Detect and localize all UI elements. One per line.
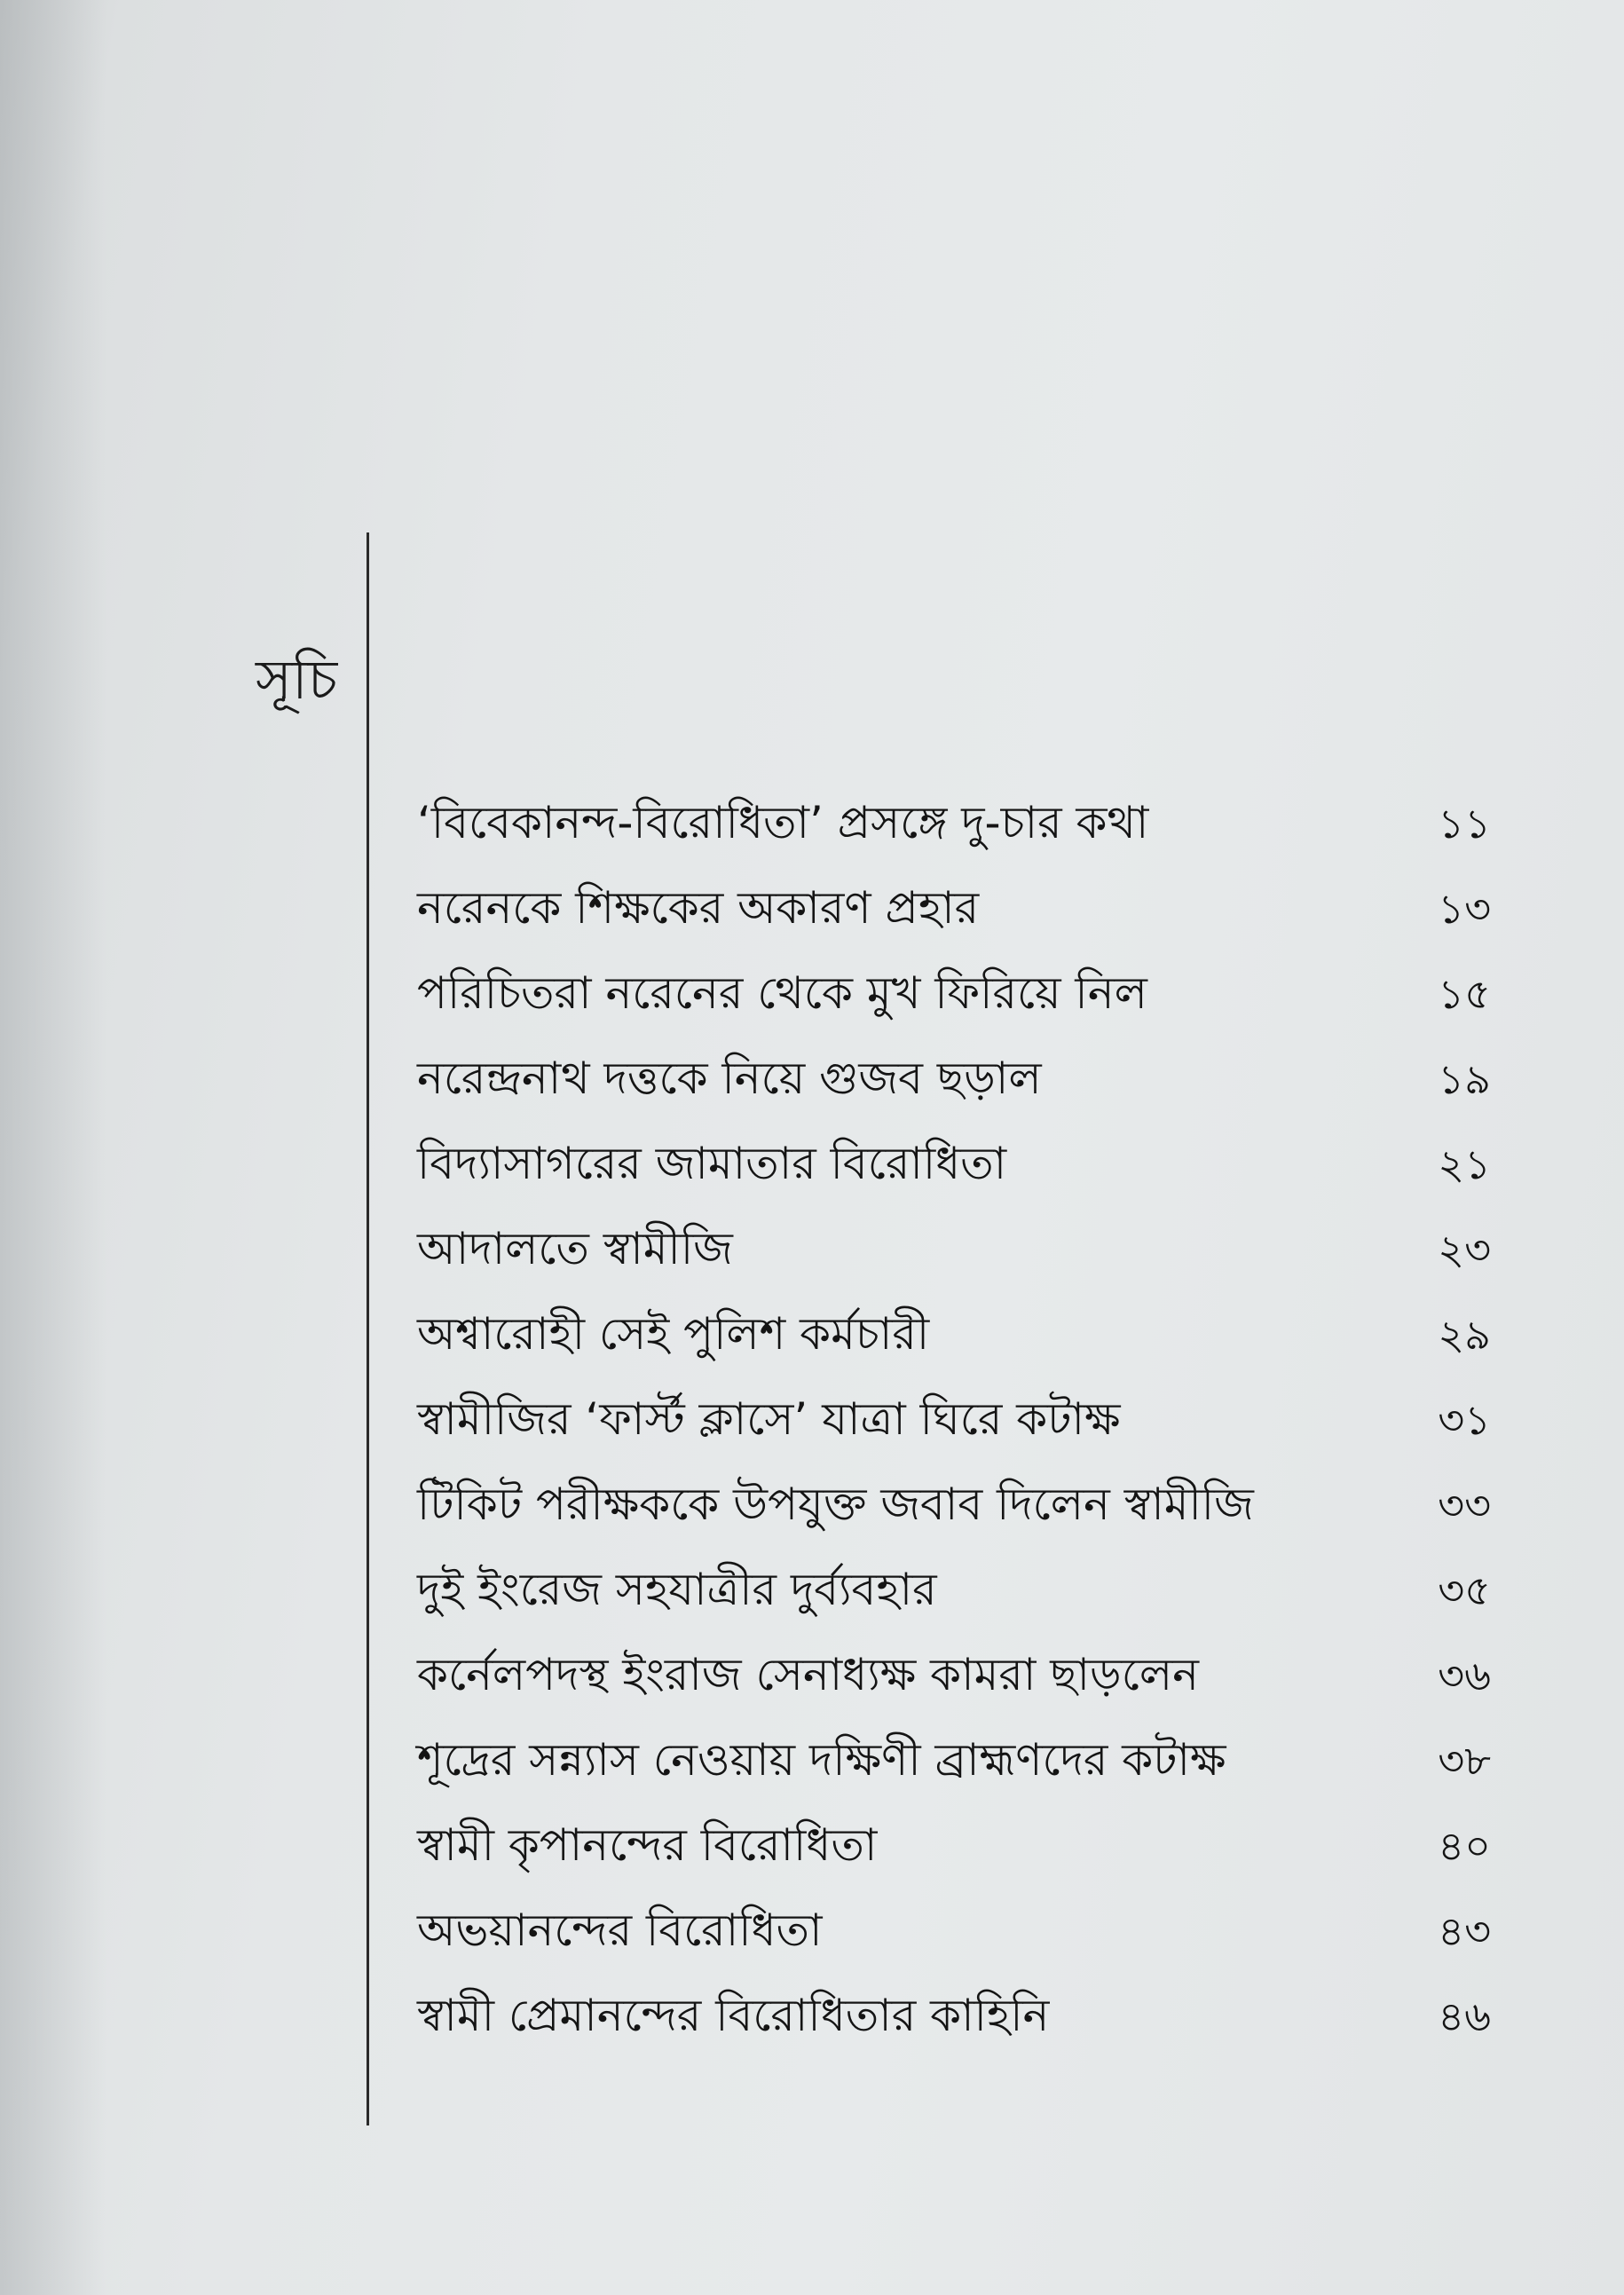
toc-entry — [417, 790, 1491, 875]
toc-entry-page: ১৫ — [1438, 970, 1491, 1018]
toc-entry-page: ২৩ — [1438, 1226, 1491, 1274]
toc-entry-title: টিকিট পরীক্ষককে উপযুক্ত জবাব দিলেন স্বামীজি — [417, 1479, 1254, 1530]
contents-heading: সূচি — [256, 647, 338, 712]
toc-entry-page: ৪৩ — [1438, 1907, 1491, 1955]
toc-entry-title: স্বামী প্রেমানন্দের বিরোধিতার কাহিনি — [417, 1990, 1050, 2041]
toc-entry — [417, 1897, 1491, 1983]
toc-entry-title: বিদ্যাসাগরের জামাতার বিরোধিতা — [417, 1138, 1007, 1189]
toc-entry-title: অভয়ানন্দের বিরোধিতা — [417, 1905, 823, 1956]
toc-entry-title: স্বামী কৃপানন্দের বিরোধিতা — [417, 1819, 878, 1871]
toc-entry-page: ১৯ — [1438, 1055, 1491, 1103]
toc-entry — [417, 875, 1491, 960]
toc-entry-page: ৪০ — [1438, 1822, 1491, 1870]
toc-entry — [417, 1812, 1491, 1897]
page-gutter-shadow — [0, 0, 106, 2295]
toc-entry — [417, 1045, 1491, 1131]
toc-entry-page: ৩৬ — [1438, 1652, 1491, 1700]
toc-entry-title: শূদ্রের সন্ন্যাস নেওয়ায় দক্ষিণী ব্রাহ্মণদের কটাক্ষ — [417, 1734, 1226, 1786]
toc-entry-page: ৩১ — [1438, 1396, 1491, 1444]
toc-entry-title: আদালতে স্বামীজি — [417, 1223, 733, 1274]
toc-entry-title: নরেন্দ্রনাথ দত্তকে নিয়ে গুজব ছড়াল — [417, 1053, 1042, 1104]
toc-entry-title: কর্নেলপদস্থ ইংরাজ সেনাধ্যক্ষ কামরা ছাড়লেন — [417, 1649, 1199, 1700]
toc-entry-title: দুই ইংরেজ সহযাত্রীর দুর্ব্যবহার — [417, 1564, 937, 1615]
toc-entry-page: ৩৮ — [1438, 1737, 1491, 1785]
toc-entry-page: ২১ — [1438, 1140, 1491, 1188]
toc-entry — [417, 1131, 1491, 1216]
toc-entry — [417, 1386, 1491, 1471]
toc-entry-page: ৩৩ — [1438, 1481, 1491, 1529]
toc-entry-page: ১১ — [1438, 800, 1491, 848]
toc-entry — [417, 1642, 1491, 1727]
toc-entry-title: অশ্বারোহী সেই পুলিশ কর্মচারী — [417, 1308, 930, 1360]
toc-entry-title: পরিচিতরা নরেনের থেকে মুখ ফিরিয়ে নিল — [417, 967, 1147, 1019]
toc-entry-title: নরেনকে শিক্ষকের অকারণ প্রহার — [417, 882, 980, 934]
toc-entry — [417, 1727, 1491, 1812]
toc-entry — [417, 1216, 1491, 1301]
toc-entry — [417, 1471, 1491, 1557]
table-of-contents — [417, 790, 1491, 2068]
toc-entry-page: ৩৫ — [1438, 1566, 1491, 1614]
toc-entry-page: ২৯ — [1438, 1311, 1491, 1359]
toc-entry-page: ১৩ — [1438, 885, 1491, 933]
toc-entry — [417, 1557, 1491, 1642]
toc-entry-title: স্বামীজির ‘ফার্স্ট ক্লাসে’ যাত্রা ঘিরে কটাক্ষ — [417, 1393, 1121, 1445]
toc-entry — [417, 960, 1491, 1045]
toc-entry-page: ৪৬ — [1438, 1992, 1491, 2040]
toc-entry — [417, 1983, 1491, 2068]
toc-entry — [417, 1301, 1491, 1386]
vertical-rule — [367, 532, 369, 2125]
toc-entry-title: ‘বিবেকানন্দ-বিরোধিতা’ প্রসঙ্গে দু-চার কথা — [417, 797, 1149, 848]
